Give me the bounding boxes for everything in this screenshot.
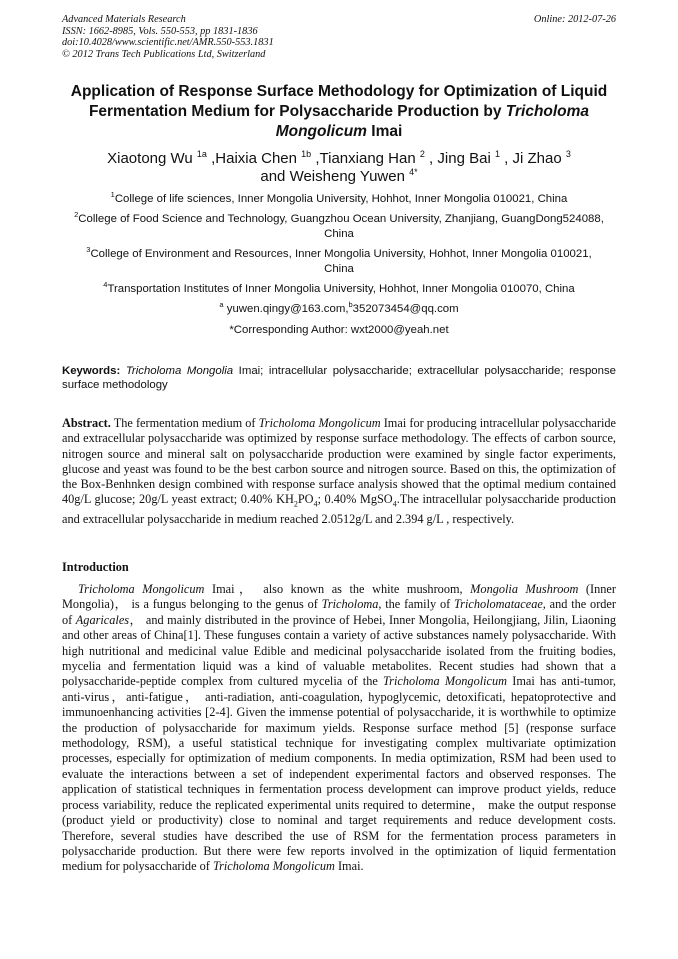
paragraph: Tricholoma Mongolicum Imai， also known as the white mushroom, Mongolia Mushroom (Inner Mongolia)， is a fungus belonging to the genus of Tricholoma, the family of Tricholomataceae, and the order of Agaricales， and mainly distributed in the province of Hebei, Inner Mongolia, Heilongjiang, Jilin, Liaoning and other areas of China[1]. These funguses contain a variety of active substances namely polysaccharide. With high nutritional and medicinal value Edible and medicinal polysaccharide isolated from the fruiting bodies, mycelia and fermentation liquid was a kind of valuable metabolites. Recent studies had shown that a polysaccharide-peptide complex from cultured mycelia of the Tricholoma Mongolicum Imai has anti-tumor, anti-virus，anti-fatigue， anti-radiation, anti-coagulation, hypoglycemic, detoxificati, hepatoprotective and immunoenhancing activities [2-4]. Given the immense potential of polysaccharide, it is worthwhile to optimize the production of polysaccharide for maximum yields. Response surface method [5] (response surface methodology, RSM), a useful statistical technique for investigating complex multivariate optimization processes, especially for optimization of medium components. In media optimization, RSM had been used to evaluate the interactions between a set of independent experimental factors and observed responses. The application of statistical techniques in fermentation process development can improve product yields, reduce process variability, reduce the replicated experimental units required to determine， make the output response (product yield or productivity) close to nominal and target requirements and reduce development costs. Therefore, several studies have described the use of RSM for the fermentation process parameters in polysaccharide production. But there were few reports involved in the optimization of liquid fermentation medium for polysaccharide of Tricholoma Mongolicum Imai. (62, 582, 616, 874)
author-sup: 1b (301, 149, 312, 159)
journal-info (62, 14, 616, 60)
author-sup: 2 (419, 149, 425, 159)
title-suffix: Imai (366, 123, 403, 140)
author-name: Tianxiang Han (319, 150, 416, 167)
author-sup: 4* (409, 167, 418, 177)
abstract-label: Abstract. (62, 416, 111, 430)
affiliations (70, 192, 608, 343)
section-heading-introduction: Introduction (62, 560, 129, 574)
affiliation: $^3$College of Environment and Resources, Inner Mongolia University, Hohhot, Inner Mongolia 010021, China (86, 245, 592, 275)
corresponding-author: *Corresponding Author: wxt2000@yeah.net (229, 323, 449, 336)
paper-title (56, 82, 622, 142)
journal-doi: doi:10.4028/www.scientific.net/AMR.550-553.1831 (62, 37, 274, 49)
journal-copyright: © 2012 Trans Tech Publications Ltd, Switzerland (62, 48, 266, 60)
title-species: Tricholoma Mongolicum (275, 103, 590, 140)
keywords-label: Keywords: (62, 365, 121, 377)
author-list: Xiaotong Wu $^{1a}$ ,Haixia Chen $^{1b}$ ,Tianxiang Han $^2$ , Jing Bai $^1$ , Ji Zhao $^3$ and Weisheng Yuwen $^{4*}$ (107, 149, 571, 185)
author-name: Jing Bai (437, 150, 491, 167)
introduction-body (62, 582, 616, 875)
affiliation: $^1$College of life sciences, Inner Mongolia University, Hohhot, Inner Mongolia 010021, China (110, 190, 568, 205)
title-main: Application of Response Surface Methodology for Optimization of Liquid Fermentation Medium for Polysaccharide Production by (70, 83, 608, 120)
author-name: Ji Zhao (512, 150, 562, 167)
affiliation: $^2$College of Food Science and Technology, Guangzhou Ocean University, Zhanjiang, GuangDong524088, China (74, 210, 604, 240)
author-sup: 1 (494, 149, 500, 159)
author-sup: 1a (196, 149, 207, 159)
email-b: 352073454@qq.com (352, 303, 459, 316)
journal-header (62, 14, 616, 60)
journal-name: Advanced Materials Research (62, 14, 186, 25)
email-line: $^a$ yuwen.qingy@163.com,$^b$352073454@qq.com (219, 300, 459, 316)
author-name: and Weisheng Yuwen (260, 168, 405, 185)
journal-issn: ISSN: 1662-8985, Vols. 550-553, pp 1831-1836 (62, 25, 258, 37)
author-sup: 3 (565, 149, 571, 159)
online-date: Online: 2012-07-26 (533, 14, 616, 25)
author-name: Xiaotong Wu (107, 150, 193, 167)
abstract: Abstract. The fermentation medium of Tricholoma Mongolicum Imai for producing intracellular polysaccharide and extracellular polysaccharide was optimized by response surface methodology. The effects of carbon source, nitrogen source and mineral salt on polysaccharide production were examined by single factor experiments, glucose and yeast was found to be the best carbon source and nitrogen source. Based on this, the optimization of the Box-Benhnken design combined with response surface analysis showed that the optimal medium contained 40g/L glucose; 20g/L yeast extract; 0.40% $KH_2PO_4$; 0.40% MgSO$_4$.The intracellular polysaccharide production and extracellular polysaccharide in medium reached 2.0512g/L and 2.394 g/L , respectively. (62, 416, 617, 527)
affiliation: $^4$Transportation Institutes of Inner Mongolia University, Hohhot, Inner Mongolia 010070, China (103, 280, 575, 296)
email-a: yuwen.qingy@163.com, (223, 303, 349, 316)
keywords: Keywords: Tricholoma Mongolia Imai; intracellular polysaccharide; extracellular polysaccharide; response surface methodology (62, 365, 616, 392)
author-name: Haixia Chen (215, 150, 297, 167)
